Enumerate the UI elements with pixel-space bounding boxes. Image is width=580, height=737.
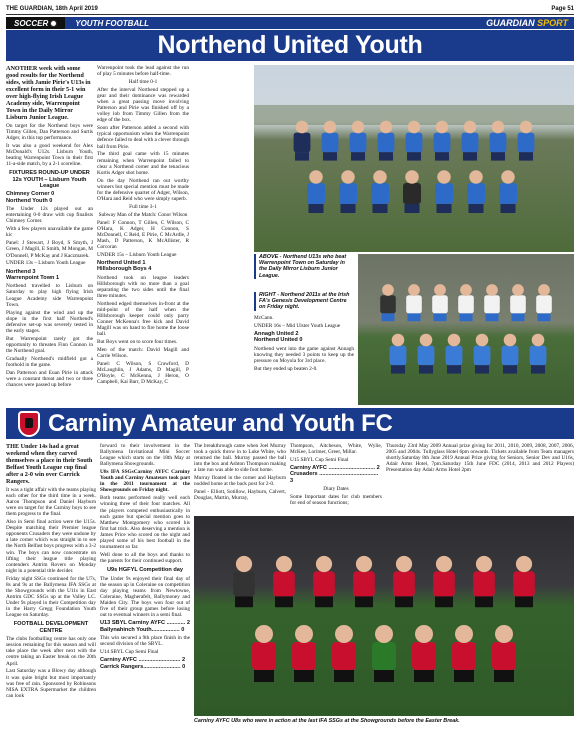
player-figure	[434, 121, 451, 161]
story2-paragraph: It was a tight affair with the teams playing each other for the third time in a week. Aaron Thompson and Daniel Hayburn were on target for the Carniny boys to see them progress to the final.	[6, 486, 96, 518]
story1-paragraph: On the day Northend ran out worthy winners but special mention must be made for the defensive quartet of Adger, Wilson, O'Hara and Reid who were simply superb.	[97, 177, 189, 202]
story2-column-4	[290, 443, 382, 513]
player-figure	[513, 556, 535, 607]
player-figure	[294, 121, 311, 161]
story1-paragraph: It was also a good weekend for Alex McDonald's U12s. Lisburn Youth, beating Warrenpoint Town in their first 11-a-side match, by a 2-1 scoreline.	[6, 142, 93, 168]
player-figure	[502, 334, 519, 374]
caption-northend-u13: ABOVE - Northend U13s who beat Warrenpoint Town on Saturday in the Daily Mirror Lisburn Junior League.	[254, 254, 354, 279]
story2-score: Carniny AYFC ........................... 2 Carrick Rangers........................ 0	[100, 657, 186, 670]
player-figure	[332, 625, 356, 682]
masthead-date: THE GUARDIAN, 18th April 2019	[6, 5, 98, 12]
story1-paragraph: Northend travelled to Lisburn on Saturday to play high flying Irish League Academy side Warrenpoint Town.	[6, 283, 93, 308]
brand-sport: SPORT	[537, 18, 568, 28]
story2-paragraph: Friday night SSGs continued for the U7s, 8s and 9s at the Ballymena IFA SSGs at the Showgrounds with the U11s in East Antrim GDC SSGs up at the Valley LC. Under 9s played in their Competition day in the Harry Gregg Foundation Youth League on Saturday.	[6, 575, 96, 619]
story2-paragraph: U14 SBYL Cup Semi Final	[100, 649, 159, 656]
brand-logo	[486, 18, 574, 28]
player-figure	[530, 334, 547, 374]
story1-paragraph: Northend took on league leaders Hillsborough with no more than a goal separating the two sides until the final three minutes.	[97, 274, 189, 299]
player-figure	[390, 334, 407, 374]
player-figure	[371, 170, 389, 213]
story1-paragraph: On target for the Northend boys were Timmy Gillen, Dan Patterson and Surtis Adger, in this top performance.	[6, 122, 93, 141]
story1-paragraph: The third goal came with 15 minutes remaining when Warrenpoint failed to clear a Northend corner and the tenacious Kurtis Adger shot home.	[97, 151, 189, 176]
story2-paragraph: U15 SBYL Cup Semi Final	[290, 456, 349, 463]
story2-score: Carniny AYFC .............................. 2 Crusaders ...................................... 3	[290, 465, 380, 484]
player-figure	[452, 625, 476, 682]
story2-lead: THE Under 14s had a great weekend when they carved themselves a place in their South Belfast Youth League cup final after a 2-0 win over Carrick Rangers.	[6, 443, 93, 485]
player-figure	[458, 284, 474, 321]
story1-paragraph: After the interval Northend stepped up a gear and their dominance was rewarded when a great passing move involving Patterson and Pirie was finished off by a volley lob from Timmy Gillen from the edge of the box.	[97, 86, 189, 124]
player-figure	[403, 170, 421, 213]
story1-paragraph: UNDER 15s – Lisburn Youth League	[97, 251, 177, 258]
player-figure	[406, 284, 422, 321]
story2-paragraph: The clubs footballing centre has only one session remaining for this season and will take place the week after next with the centre taking an Easter break on the 20th April.	[6, 636, 96, 667]
story1-score: Chimney Corner 0 Northend Youth 0	[6, 191, 55, 204]
story2-column-2	[100, 443, 190, 733]
story2-column-3	[194, 443, 286, 513]
story1-paragraph: Panel: J Stewart, J Boyd, S Smyth, J Green, J Magill, E Smith, M Mongan, M O'Donnell, P McKay and J Kaczmarek.	[6, 240, 93, 259]
player-figure	[474, 334, 491, 374]
player-figure	[467, 170, 485, 213]
player-figure	[393, 556, 415, 607]
story1-paragraph: But they ended up beaten 2-0.	[254, 365, 318, 372]
story2-paragraph: This win secured a 9th place finish in the second division of the SBYL.	[100, 635, 190, 648]
story1-score: Northend 3 Warrenpoint Town 1	[6, 268, 60, 281]
story2-paragraph: The breakthrough came when Joel Murray took a quick throw in to Luke White, who returned the ball. Murray passed the ball into the box and Ashton Thompson making a late run was able to side foot home.	[194, 443, 286, 474]
player-figure	[462, 121, 479, 161]
story1-paragraph: Panel: F Connon, T Gillen, C Wilson, C O'Hara, K Adger, H Connon, S McDonnell, C Reid, E Pirie, C McArdle, J Mash, D Patterson, K McAllister, R Corcoran	[97, 219, 189, 250]
story1-paragraph: Half time 0-1	[128, 78, 158, 85]
soccer-text: SOCCER	[14, 18, 49, 28]
player-figure	[353, 556, 375, 607]
player-figure	[273, 556, 295, 607]
story1-score: Northend United 1 Hillsborough Boys 4	[97, 259, 152, 273]
story2-paragraph: U8s IFA SSGsCarniny AYFC Carniny Youth and Carniny Amateurs took part in the 2011 tournament at the Showgrounds on Friday night.	[100, 469, 190, 494]
headline-carniny	[6, 408, 574, 439]
story1-paragraph: McCann.	[254, 315, 274, 321]
story2-subhead: FOOTBALL DEVELOPMENT CENTRE	[13, 621, 89, 634]
carniny-crest-icon	[18, 411, 40, 437]
story1-paragraph: Soon after Patterson added a second with typical opportunism when the Warrenpoint defence failed to deal with a clever through ball from Pirie.	[97, 125, 189, 150]
story1-paragraph: The Under 12s played out an entertaining 0-0 draw with cup finalists Chimney Corner.	[6, 206, 93, 225]
story2-column-5	[386, 443, 574, 513]
story2-paragraph: Panel - Elliott, Sotillow, Hayburn, Calvert, Douglas, Martin, Murray,	[194, 489, 286, 502]
player-figure	[490, 121, 507, 161]
story1-paragraph: Warrenpoint took the lead against the run of play 5 minutes before half-time.	[97, 65, 189, 78]
section-banner	[6, 17, 574, 29]
northend-u13-team-photo	[254, 65, 574, 252]
story1-paragraph: Northend edged themselves in-front at the mid-point of the half when the Hillsborough keeper could only parry Conner McKenna's free kick and David Magill was on hand to fire home the loose ball.	[97, 300, 189, 338]
story2-paragraph: Diary Dates	[323, 486, 349, 493]
story1-lead: ANOTHER week with some good results for the Northend sides, with Jamie Pirie's U13s in excellent form in their 5-1 win over high-flying Irish League Academy side, Warrenpoint Town in the Daily Mirror Lisburn Junior League.	[6, 65, 91, 121]
story1-paragraph: Subway Man of the Match: Conor Wilson	[98, 211, 188, 218]
player-figure	[378, 121, 395, 161]
story1-paragraph: But Boys went on to score four times.	[97, 339, 178, 346]
headline-northend: Northend United Youth	[6, 30, 574, 61]
story1-paragraph: Men of the match: David Magill and Carrie Wilson.	[97, 347, 189, 360]
player-figure	[518, 121, 535, 161]
story2-paragraph: Thompson, Aitcheson, White, Wylie, McKee, Lorimer, Greer, Millar.	[290, 443, 382, 456]
player-figure	[492, 625, 516, 682]
player-figure	[406, 121, 423, 161]
story2-paragraph: Both teams performed really well each winning three of their four matches. All the players competed enthusiastically in each game but special mention goes to Matthew Montgomery who scored his first hat trick. Also deserving a mention is James Price who scored on the night and played some of his best football in the tournament so far.	[100, 495, 190, 551]
story2-subhead: U9s HGFYL Competition day	[106, 567, 184, 574]
player-figure	[372, 625, 396, 682]
carniny-u8s-photo	[194, 516, 574, 716]
player-figure	[350, 121, 367, 161]
story2-paragraph: Thursday 23rd May 2009 Annual prize giving for 2011, 2010, 2009, 2008, 2007, 2006, 2005 and 2004s. Tullyglass Hotel 6pm onwards. Tickets available from Team managers shortly.Saturday 8th June 2019 Annual Prize giving for Seniors, Senior Dev and U16s, Adair Arms Hotel, 7pm.Saturday 15th June FDC (2014, 2013 and 2012 Players) Presentation day Adair Arms Hotel 2pm	[386, 443, 574, 474]
story1-paragraph: Full time 3-1	[129, 203, 157, 210]
player-figure	[339, 170, 357, 213]
story2-paragraph: Last Saturday was a Blowy day although it was quite bright but most importantly was free of rain. Sponsored by Robinsons NISA EXTRA Supermarket the children can look	[6, 668, 96, 699]
story1-paragraph: UNDER 16s – Mid Ulster Youth League	[254, 322, 341, 329]
football-icon	[50, 20, 57, 27]
kids-photo-figures	[358, 254, 574, 405]
player-figure	[510, 284, 526, 321]
player-figure	[435, 170, 453, 213]
caption-northend-2011s: RIGHT - Northend 2011s at the Irish FA's Genesis Development Centre on Friday night.	[254, 292, 354, 311]
story1-paragraph: Dan Patterson and Euan Pirie in attack were a constant threat and two or three chances were passed up before	[6, 369, 93, 388]
player-figure	[536, 284, 552, 321]
story1-paragraph: With a few players unavailable the game kic	[6, 226, 93, 239]
player-figure	[418, 334, 435, 374]
page-number: Page 51	[551, 5, 574, 12]
story1-subhead: FIXTURES ROUND-UP UNDER 12s YOUTH – Lisburn Youth League	[9, 170, 90, 190]
player-figure	[433, 556, 455, 607]
player-figure	[380, 284, 396, 321]
player-figure	[432, 284, 448, 321]
carniny-photo-figures	[194, 516, 574, 716]
player-figure	[313, 556, 335, 607]
story2-paragraph: Well done to all the boys and thanks to the parents for their continued support.	[100, 551, 190, 565]
player-figure	[412, 625, 436, 682]
masthead	[6, 3, 574, 15]
player-figure	[484, 284, 500, 321]
player-figure	[252, 625, 276, 682]
player-figure	[499, 170, 517, 213]
story2-paragraph: Some Important dates for club members for end of season functions;	[290, 494, 382, 507]
player-figure	[307, 170, 325, 213]
player-figure	[473, 556, 495, 607]
brand-name: GUARDIAN	[486, 18, 538, 28]
story1-paragraph: Playing against the wind and up the slope in the first half Northend's defensive set-up was severely tested in the early stages.	[6, 309, 93, 334]
story2-paragraph: forward to their involvement in the Ballymena Invitational Mini Soccer League which starts on the 18th May at Ballymena Showgrounds.	[100, 443, 190, 468]
story1-column-3	[254, 315, 354, 405]
story1-paragraph: Northend went into the game against Annagh knowing they needed 3 points to keep up the pressure on Moyola for 3rd place.	[254, 345, 354, 364]
story1-column-2	[97, 65, 189, 405]
headline-carniny-text: Carniny Amateur and Youth FC	[48, 409, 393, 437]
story2-column-1	[6, 443, 96, 733]
soccer-label	[6, 17, 65, 29]
caption-carniny-u8s: Carniny AYFC U8s who were in action at the last IFA SSGs at the Showgrounds before the Easter Break.	[194, 718, 460, 724]
player-figure	[446, 334, 463, 374]
player-figure	[322, 121, 339, 161]
story2-paragraph: Murray floated in the corner and Hayburn nodded home at the back post for 2-0.	[194, 475, 286, 488]
team-photo-figures	[254, 65, 574, 252]
story2-score: U13 SBYL Carniny AYFC ............ 2 Ballynahinch Youth.................. 0	[100, 620, 190, 633]
northend-2011s-photo	[358, 254, 574, 405]
player-figure	[233, 556, 255, 607]
section-title: YOUTH FOOTBALL	[75, 18, 150, 28]
story1-paragraph: Panel: C Wilson, S Crawford, D McLaughlin, J Adams, D Magill, P O'Boyle, C McKenna, J Heron, O Campbell, Kai Barr, D McKay, C	[97, 361, 189, 386]
player-figure	[292, 625, 316, 682]
story1-paragraph: But Warrenpoint rarely got the opportunity to threaten Finn Connon in the Northend goal.	[6, 335, 93, 354]
story1-column-1	[6, 65, 93, 405]
story2-paragraph: The Under 9s enjoyed their final day of the season up in Coleraine on competition day playing teams from Newtowne, Coleraine, Magherafelt, Ballymoney and Maiden City. The boys won four out of five of their group games before losing out to eventual winners in a semi final.	[100, 575, 190, 619]
story1-paragraph: Gradually Northend's midfield got a foothold in the game.	[6, 355, 93, 368]
story1-column-2b	[193, 65, 250, 405]
story1-paragraph: UNDER 13s – Lisburn Youth League	[6, 260, 86, 267]
story2-paragraph: Also in Semi final action were the U15s. Despite matching their Premier league opponents Crusaders they were undone by a late corner which was straight in to see the North Belfast boys progress with a 3-2 win. The boys can now concentrate on lifting their league title playing contenders Antrim Rovers on Monday night in a potential title decider.	[6, 519, 96, 574]
story1-score: Annagh United 2 Northend United 0	[254, 330, 303, 344]
